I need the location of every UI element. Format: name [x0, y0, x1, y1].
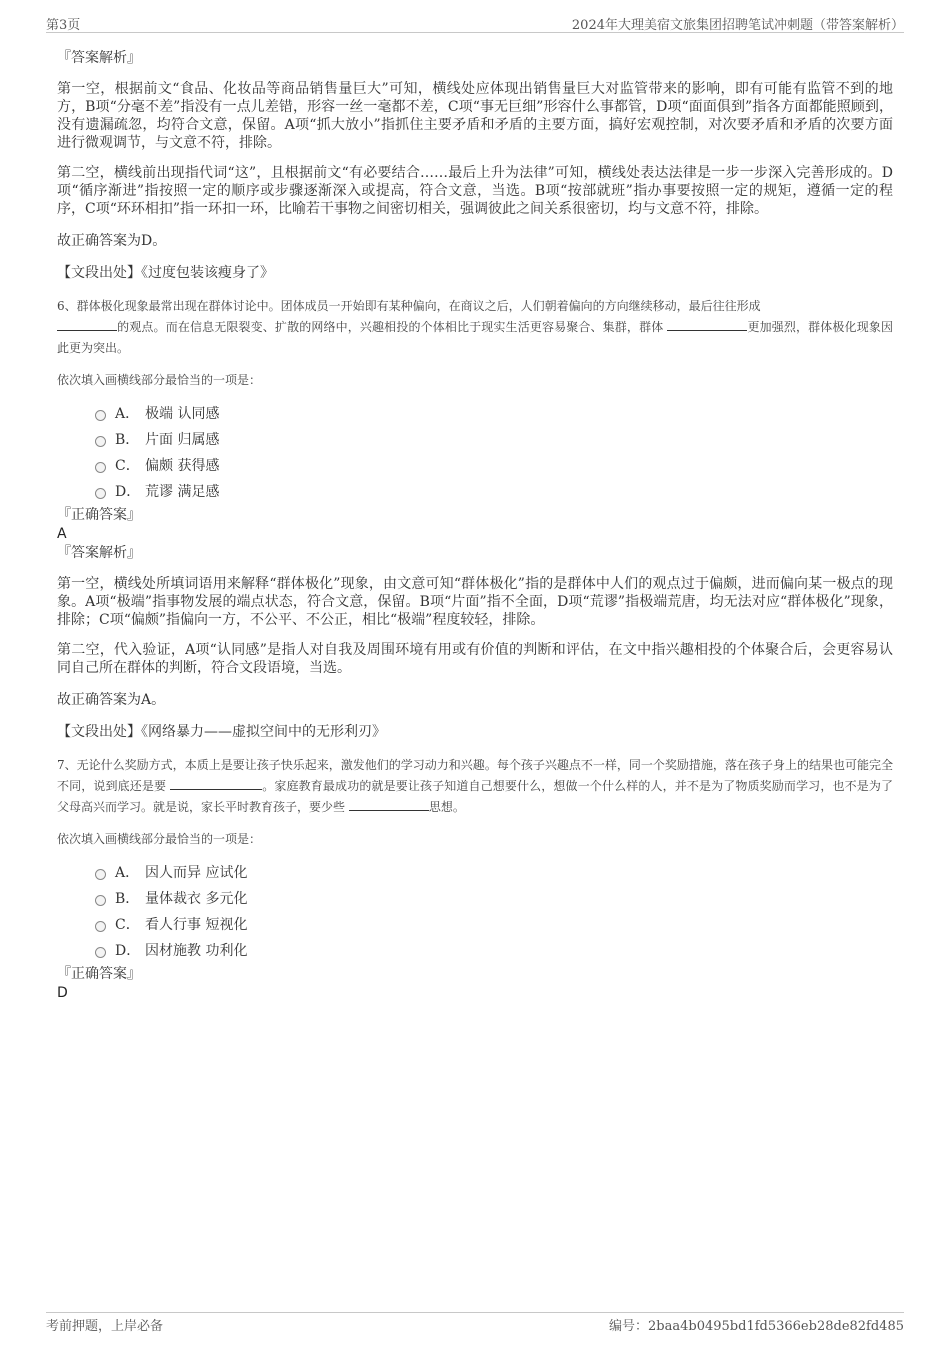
q5-source: 【文段出处】《过度包装该瘦身了》	[57, 265, 274, 281]
q7-option-c[interactable]: C． 看人行事 短视化	[95, 912, 893, 938]
q7-option-b[interactable]: B． 量体裁衣 多元化	[95, 886, 893, 912]
radio-button[interactable]	[95, 895, 106, 906]
q7-options	[95, 860, 893, 964]
q6-answer-label: 『正确答案』	[57, 507, 141, 523]
document-id: 编号：2baa4b0495bd1fd5366eb28de82fd485	[609, 1319, 904, 1334]
q6-analysis-p2: 第二空，代入验证，A项“认同感”是指人对自我及周围环境有用或有价值的判断和评估，在文中指兴趣相投的个体聚合后，会更容易认同自己所在群体的判断，符合文段语境，当选。	[57, 642, 893, 676]
radio-button[interactable]	[95, 947, 106, 958]
radio-button[interactable]	[95, 921, 106, 932]
q5-analysis-p1: 第一空，根据前文“食品、化妆品等商品销售量巨大”可知，横线处应体现出销售量巨大对监管带来的影响，即有可能有监管不到的地方，B项“分毫不差”指没有一点儿差错，形容一丝一毫都不差，C项“事无巨细”形容什么事都管，D项“面面俱到”指各方面都能照顾到，没有遗漏疏忽，均符合文意，保留。A项“抓大放小”指抓住主要矛盾和矛盾的主要方面，搞好宏观控制，对次要矛盾和矛盾的次要方面进行微观调节，与文意不符，排除。	[57, 81, 893, 151]
radio-button[interactable]	[95, 462, 106, 473]
footer-slogan: 考前押题，上岸必备	[46, 1319, 164, 1334]
q6-conclusion: 故正确答案为A。	[57, 692, 166, 708]
page-header	[46, 12, 904, 33]
radio-button[interactable]	[95, 869, 106, 880]
page-footer	[46, 1312, 904, 1335]
page-content	[57, 48, 893, 1002]
q6-instruction: 依次填入画横线部分最恰当的一项是：	[57, 373, 262, 387]
q6-options	[95, 401, 893, 505]
q6-text-1: 6、群体极化现象最常出现在群体讨论中。团体成员一开始即有某种偏向，在商议之后，人们朝着偏向的方向继续移动，最后往往形成	[57, 299, 761, 313]
q6-option-b[interactable]: B． 片面 归属感	[95, 427, 893, 453]
q6-option-a[interactable]: A． 极端 认同感	[95, 401, 893, 427]
q7-blank-1	[170, 777, 262, 790]
q5-analysis-label: 『答案解析』	[57, 50, 141, 66]
document-title: 2024年大理美宿文旅集团招聘笔试冲刺题（带答案解析）	[571, 18, 904, 33]
q6-text-2: 的观点。而在信息无限裂变、扩散的网络中，兴趣相投的个体相比于现实生活更容易聚合、集群，群体	[117, 320, 664, 334]
q6-text-3: 更加强烈，群体极化现象因此更为突出。	[57, 320, 893, 355]
q6-blank-1	[57, 318, 117, 331]
q7-text-2: 。家庭教育最成功的就是要让孩子知道自己想要什么，想做一个什么样的人，并不是为了物质奖励而学习，也不是为了父母高兴而学习。就是说，家长平时教育孩子，要少些	[57, 779, 893, 814]
q5-analysis-p2: 第二空，横线前出现指代词“这”，且根据前文“有必要结合……最后上升为法律”可知，横线处表达法律是一步一步深入完善形成的。D项“循序渐进”指按照一定的顺序或步骤逐渐深入或提高，符合文意，当选。B项“按部就班”指办事要按照一定的规矩，遵循一定的程序，C项“环环相扣”指一环扣一环，比喻若干事物之间密切相关，强调彼此之间关系很密切，均与文意不符，排除。	[57, 165, 893, 217]
radio-button[interactable]	[95, 488, 106, 499]
q7-answer: D	[57, 985, 68, 1001]
radio-button[interactable]	[95, 410, 106, 421]
q7-answer-label: 『正确答案』	[57, 966, 141, 982]
q6-blank-2	[667, 318, 747, 331]
q7-blank-2	[349, 798, 429, 811]
q6-answer: A	[57, 526, 67, 542]
q6-option-d[interactable]: D． 荒谬 满足感	[95, 479, 893, 505]
q7-text-3: 思想。	[428, 800, 465, 814]
q7-question-text	[57, 755, 893, 818]
q7-option-d[interactable]: D． 因材施教 功利化	[95, 938, 893, 964]
q6-analysis-label: 『答案解析』	[57, 545, 141, 561]
q5-conclusion: 故正确答案为D。	[57, 233, 167, 249]
q7-text-1: 7、无论什么奖励方式，本质上是要让孩子快乐起来，激发他们的学习动力和兴趣。每个孩子兴趣点不一样，同一个奖励措施，落在孩子身上的结果也可能完全不同，说到底还是要	[57, 758, 893, 793]
q6-source: 【文段出处】《网络暴力——虚拟空间中的无形利刃》	[57, 724, 386, 740]
q6-option-c[interactable]: C． 偏颇 获得感	[95, 453, 893, 479]
page-number: 第3页	[46, 18, 81, 33]
q6-analysis-p1: 第一空，横线处所填词语用来解释“群体极化”现象，由文意可知“群体极化”指的是群体中人们的观点过于偏颇，进而偏向某一极点的现象。A项“极端”指事物发展的端点状态，符合文意，保留。B项“片面”指不全面，D项“荒谬”指极端荒唐，均无法对应“群体极化”现象，排除；C项“偏颇”指偏向一方，不公平、不公正，相比“极端”程度较轻，排除。	[57, 576, 893, 628]
q6-question-text	[57, 296, 893, 359]
q7-instruction: 依次填入画横线部分最恰当的一项是：	[57, 832, 262, 846]
radio-button[interactable]	[95, 436, 106, 447]
q7-option-a[interactable]: A． 因人而异 应试化	[95, 860, 893, 886]
